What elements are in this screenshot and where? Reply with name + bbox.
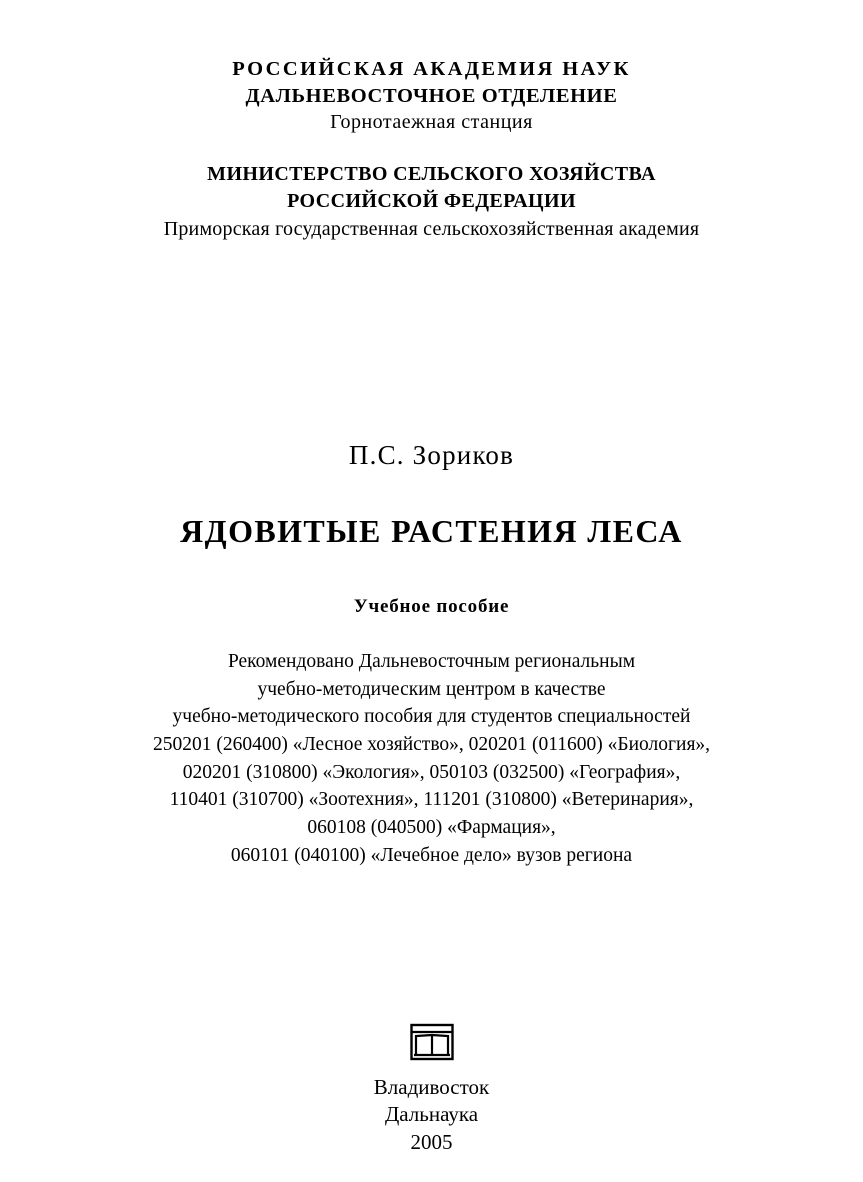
division-name: ДАЛЬНЕВОСТОЧНОЕ ОТДЕЛЕНИЕ xyxy=(245,84,618,107)
masthead-block xyxy=(0,56,863,242)
ministry-name-line-2: РОССИЙСКОЙ ФЕДЕРАЦИИ xyxy=(287,189,576,212)
ministry-name-line-1: МИНИСТЕРСТВО СЕЛЬСКОГО ХОЗЯЙСТВА xyxy=(207,163,656,186)
recommendation-line: 060108 (040500) «Фармация», xyxy=(307,817,556,839)
academy-name: РОССИЙСКАЯ АКАДЕМИЯ НАУК xyxy=(232,58,631,80)
title-block xyxy=(0,440,863,618)
book-subtitle: Учебное пособие xyxy=(353,596,510,617)
recommendation-line: учебно-методическим центром в качестве xyxy=(257,678,606,700)
recommendation-line: 110401 (310700) «Зоотехния», 111201 (310800) «Ветеринария», xyxy=(169,789,694,811)
author-name: П.С. Зориков xyxy=(348,440,515,470)
recommendation-line: учебно-методического пособия для студентов специальностей xyxy=(172,706,691,728)
publisher-block xyxy=(0,1022,863,1156)
primorsky-academy-name: Приморская государственная сельскохозяйственная академия xyxy=(163,218,700,241)
recommendation-line: 250201 (260400) «Лесное хозяйство», 020201 (011600) «Биология», xyxy=(152,734,711,756)
recommendation-line: Рекомендовано Дальневосточным региональным xyxy=(227,651,636,672)
station-name: Горнотаежная станция xyxy=(330,111,533,134)
dalnauka-book-logo-icon xyxy=(409,1022,455,1062)
recommendation-line: 020201 (310800) «Экология», 050103 (032500) «География», xyxy=(182,761,681,783)
ministry-block xyxy=(0,161,863,242)
publisher-name: Дальнаука xyxy=(384,1102,479,1127)
recommendation-line: 060101 (040100) «Лечебное дело» вузов региона xyxy=(230,844,633,866)
publisher-city: Владивосток xyxy=(373,1075,490,1099)
book-title: ЯДОВИТЫЕ РАСТЕНИЯ ЛЕСА xyxy=(180,513,683,549)
recommendation-block xyxy=(0,648,863,870)
publication-year: 2005 xyxy=(410,1129,453,1154)
